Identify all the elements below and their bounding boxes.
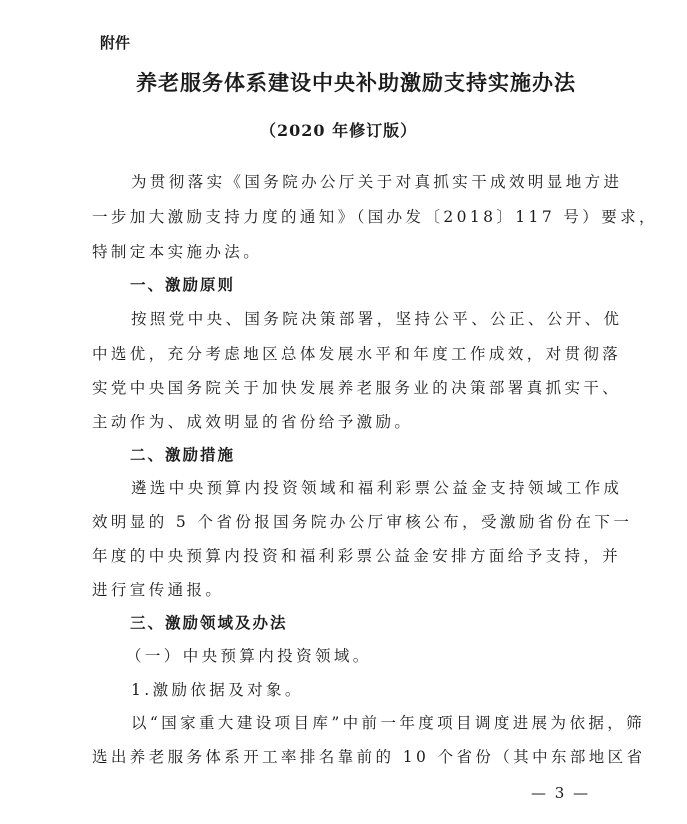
section-heading-fields: 三、激励领域及办法 bbox=[130, 614, 288, 632]
subsection-central-budget: （一）中央预算内投资领域。 bbox=[126, 647, 372, 665]
principles-line-1: 按照党中央、国务院决策部署，坚持公平、公正、公开、优 bbox=[131, 310, 623, 328]
document-title: 养老服务体系建设中央补助激励支持实施办法 bbox=[136, 71, 576, 95]
principles-line-3: 实党中央国务院关于加快发展养老服务业的决策部署真抓实干、 bbox=[92, 379, 622, 397]
principles-line-2: 中选优，充分考虑地区总体发展水平和年度工作成效，对贯彻落 bbox=[92, 345, 622, 363]
intro-line-3: 特制定本实施办法。 bbox=[92, 243, 263, 261]
measures-line-2: 效明显的 5 个省份报国务院办公厅审核公布，受激励省份在下一 bbox=[92, 513, 633, 531]
section-heading-principles: 一、激励原则 bbox=[130, 276, 236, 294]
item-basis-and-target: 1.激励依据及对象。 bbox=[131, 681, 304, 699]
section-heading-measures: 二、激励措施 bbox=[130, 446, 236, 464]
document-subtitle: （2020 年修订版） bbox=[260, 121, 418, 140]
intro-line-2: 一步加大激励支持力度的通知》（国办发〔2018〕117 号）要求， bbox=[92, 208, 658, 226]
basis-line-1: 以“国家重大建设项目库”中前一年度项目调度进展为依据，筛 bbox=[131, 714, 646, 732]
measures-line-3: 年度的中央预算内投资和福利彩票公益金安排方面给予支持，并 bbox=[92, 547, 622, 565]
principles-line-4: 主动作为、成效明显的省份给予激励。 bbox=[92, 413, 414, 431]
page-number: — 3 — bbox=[531, 784, 591, 802]
measures-line-4: 进行宣传通报。 bbox=[92, 581, 225, 599]
measures-line-1: 遴选中央预算内投资领域和福利彩票公益金支持领域工作成 bbox=[131, 479, 623, 497]
basis-line-2: 选出养老服务体系开工率排名靠前的 10 个省份（其中东部地区省 bbox=[92, 748, 646, 766]
intro-line-1: 为贯彻落实《国务院办公厅关于对真抓实干成效明显地方进 bbox=[131, 173, 623, 191]
attachment-label: 附件 bbox=[100, 34, 131, 52]
